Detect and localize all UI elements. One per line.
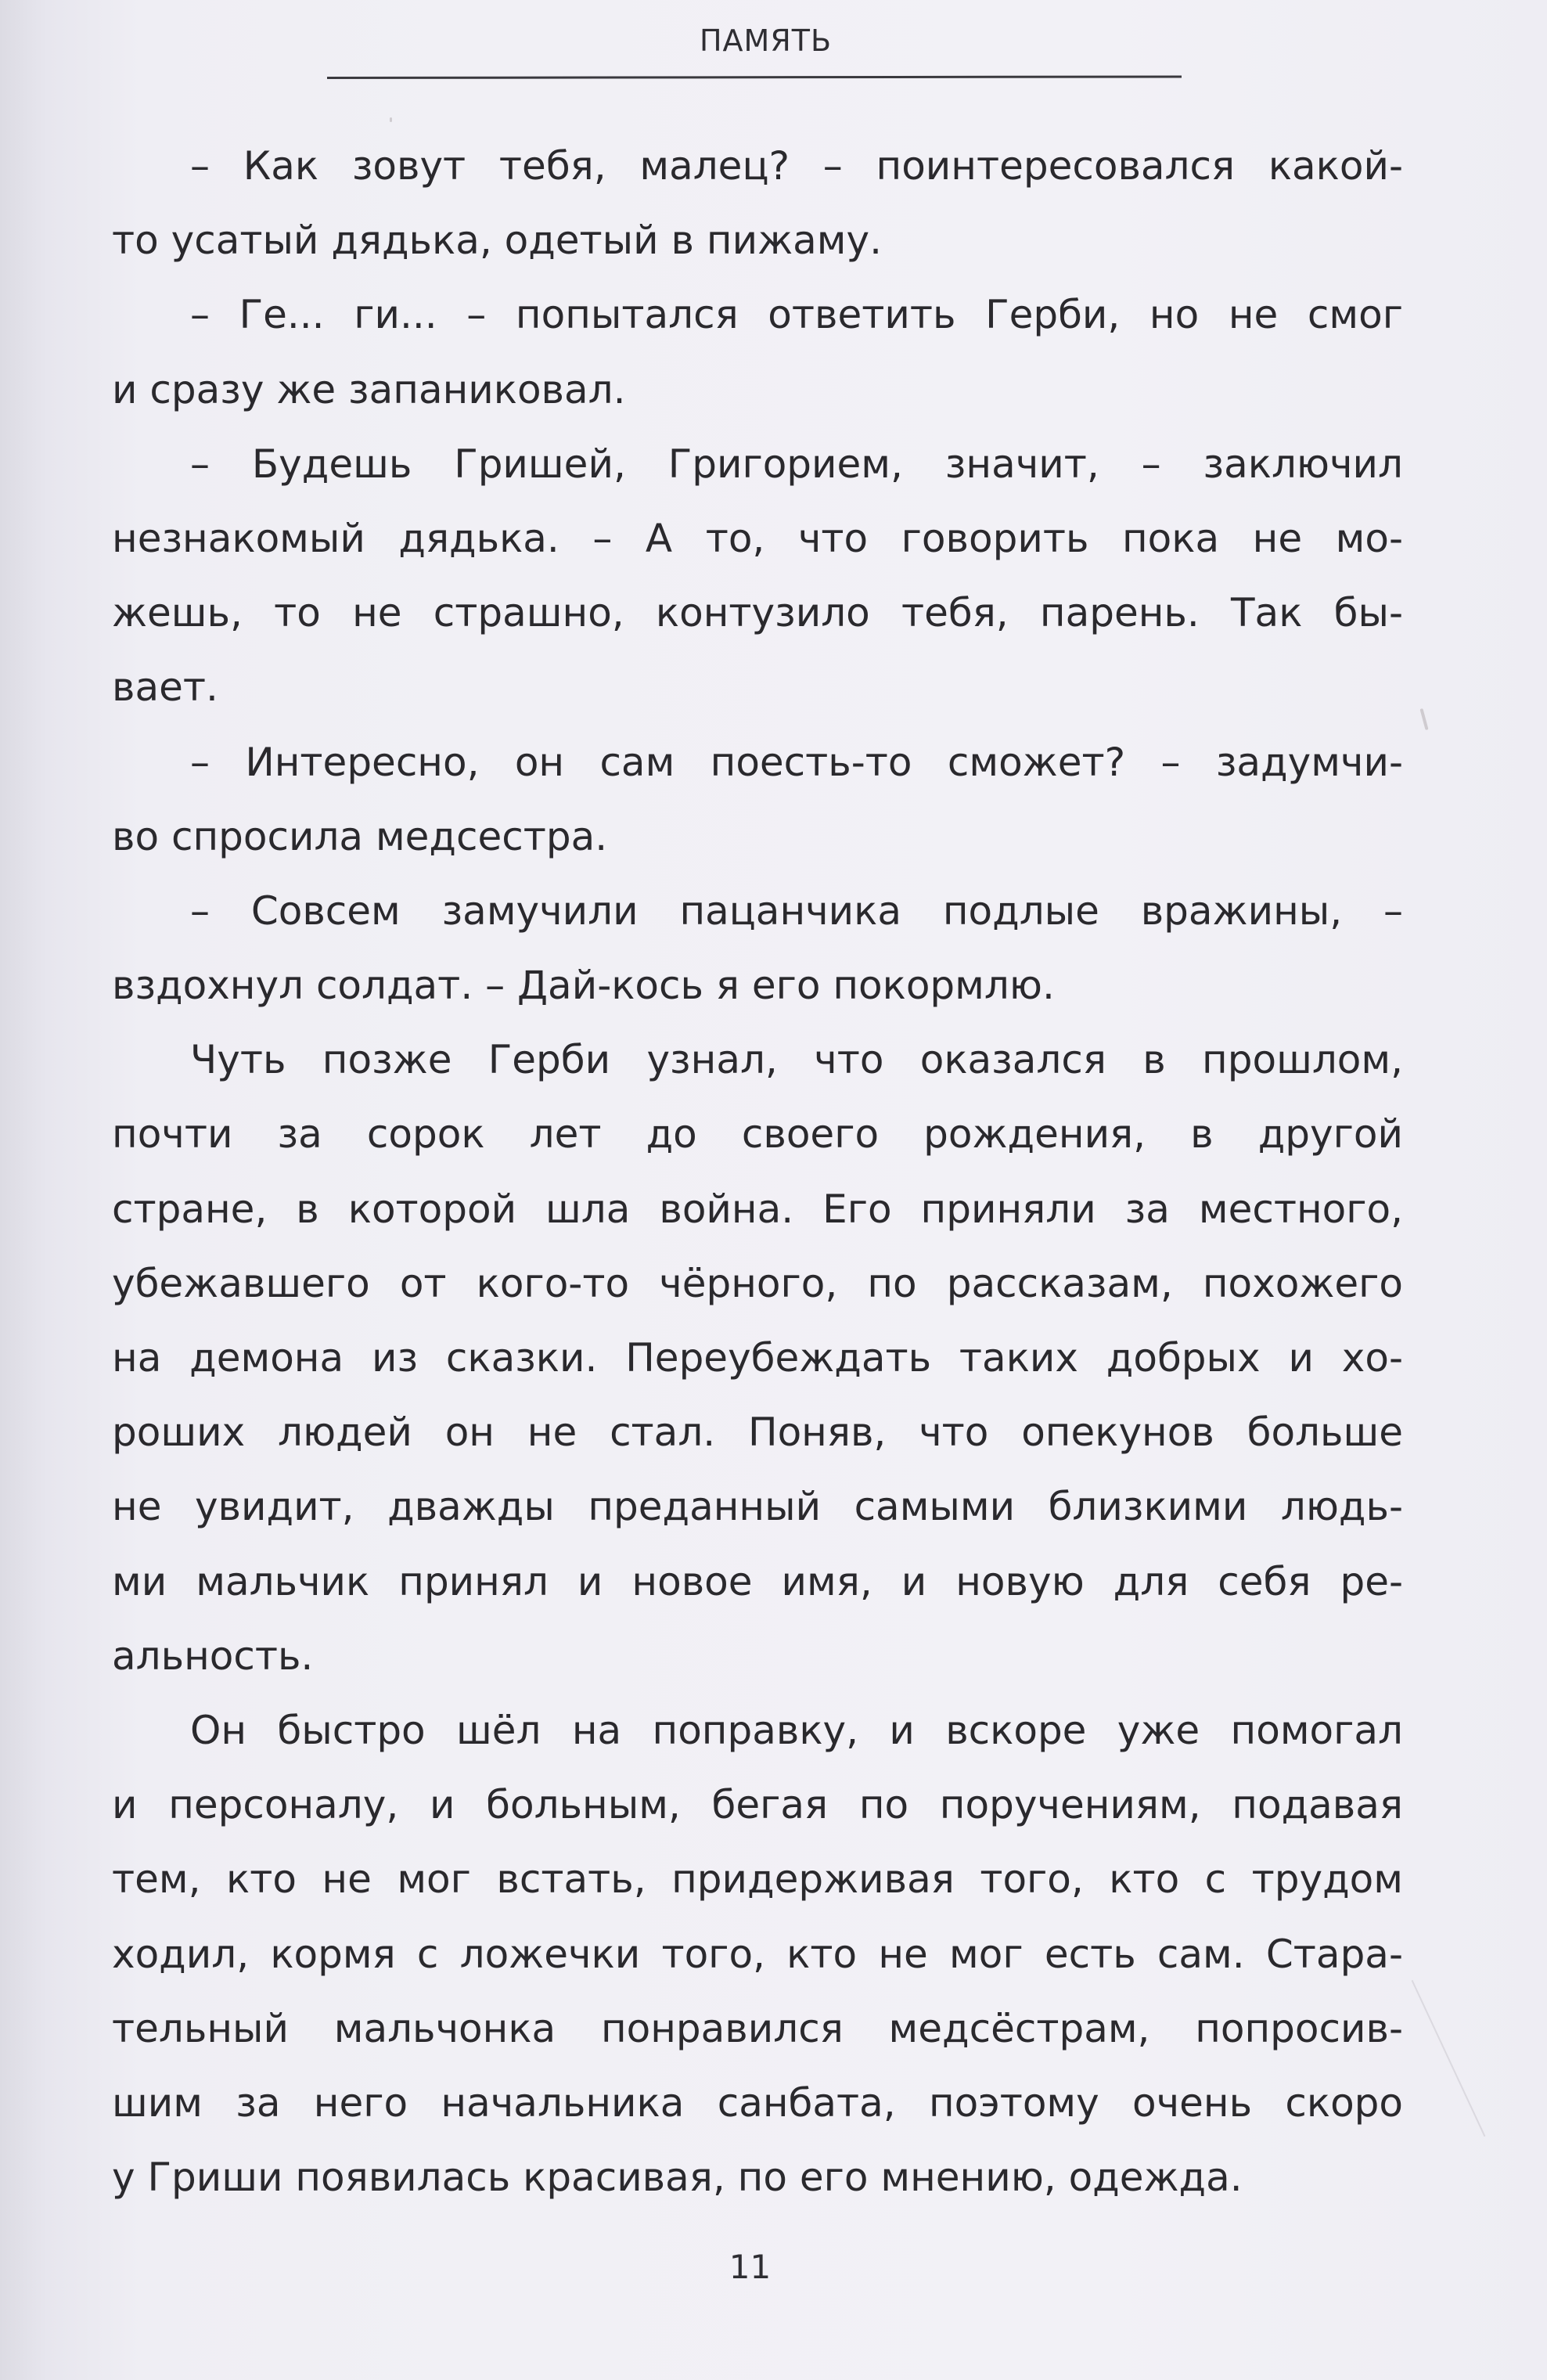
text-line: убежавшего от кого-то чёрного, по рассказам, похожего <box>112 1260 1403 1306</box>
text-line: ми мальчик принял и новое имя, и новую для себя ре- <box>112 1558 1403 1604</box>
paragraph-2 <box>112 278 1403 427</box>
text-line: у Гриши появилась красивая, по его мнению, одежда. <box>112 2155 1243 2201</box>
paper-speck <box>390 117 392 122</box>
body-text <box>112 129 1403 2215</box>
text-line: – Интересно, он сам поесть-то сможет? – задумчи- <box>190 739 1403 785</box>
text-line: на демона из сказки. Переубеждать таких добрых и хо- <box>112 1335 1403 1381</box>
paragraph-5 <box>112 874 1403 1023</box>
text-line: не увидит, дважды преданный самыми близкими людь- <box>112 1484 1403 1530</box>
paper-crease <box>1412 1980 1486 2137</box>
text-line: и персоналу, и больным, бегая по поручениям, подавая <box>112 1782 1403 1828</box>
text-line: шим за него начальника санбата, поэтому очень скоро <box>112 2079 1403 2126</box>
text-line: – Будешь Гришей, Григорием, значит, – заключил <box>190 441 1403 487</box>
text-line: – Как зовут тебя, малец? – поинтересовался какой- <box>190 143 1403 189</box>
paragraph-6 <box>112 1023 1403 1694</box>
paragraph-1 <box>112 129 1403 278</box>
text-line: стране, в которой шла война. Его приняли за местного, <box>112 1186 1403 1232</box>
paper-speck <box>1419 708 1428 730</box>
text-line: и сразу же запаниковал. <box>112 366 626 412</box>
text-line: то усатый дядька, одетый в пижаму. <box>112 218 882 264</box>
text-line: роших людей он не стал. Поняв, что опекунов больше <box>112 1410 1403 1456</box>
text-line: жешь, то не страшно, контузило тебя, парень. Так бы- <box>112 590 1403 636</box>
page-number: 11 <box>729 2248 772 2286</box>
text-line: – Совсем замучили пацанчика подлые вражины, – <box>190 888 1403 934</box>
text-line: почти за сорок лет до своего рождения, в другой <box>112 1111 1403 1158</box>
text-line: альность. <box>112 1633 314 1679</box>
text-line: во спросила медсестра. <box>112 813 608 859</box>
text-line: Он быстро шёл на поправку, и вскоре уже помогал <box>190 1707 1403 1753</box>
paragraph-7 <box>112 1694 1403 2215</box>
paragraph-4 <box>112 726 1403 874</box>
text-line: тельный мальчонка понравился медсёстрам, попросив- <box>112 2005 1403 2051</box>
text-line: Чуть позже Герби узнал, что оказался в прошлом, <box>190 1037 1403 1083</box>
text-line: тем, кто не мог встать, придерживая того, кто с трудом <box>112 1856 1403 1903</box>
paragraph-3 <box>112 427 1403 726</box>
text-line: незнакомый дядька. – А то, что говорить пока не мо- <box>112 515 1403 561</box>
header-rule <box>327 75 1182 79</box>
running-head-title: ПАМЯТЬ <box>699 23 833 58</box>
text-line: вает. <box>112 664 218 711</box>
text-line: вздохнул солдат. – Дай-кось я его покормлю. <box>112 963 1055 1009</box>
text-line: – Ге... ги... – попытался ответить Герби, но не смог <box>190 292 1403 338</box>
text-line: ходил, кормя с ложечки того, кто не мог есть сам. Стара- <box>112 1931 1403 1977</box>
